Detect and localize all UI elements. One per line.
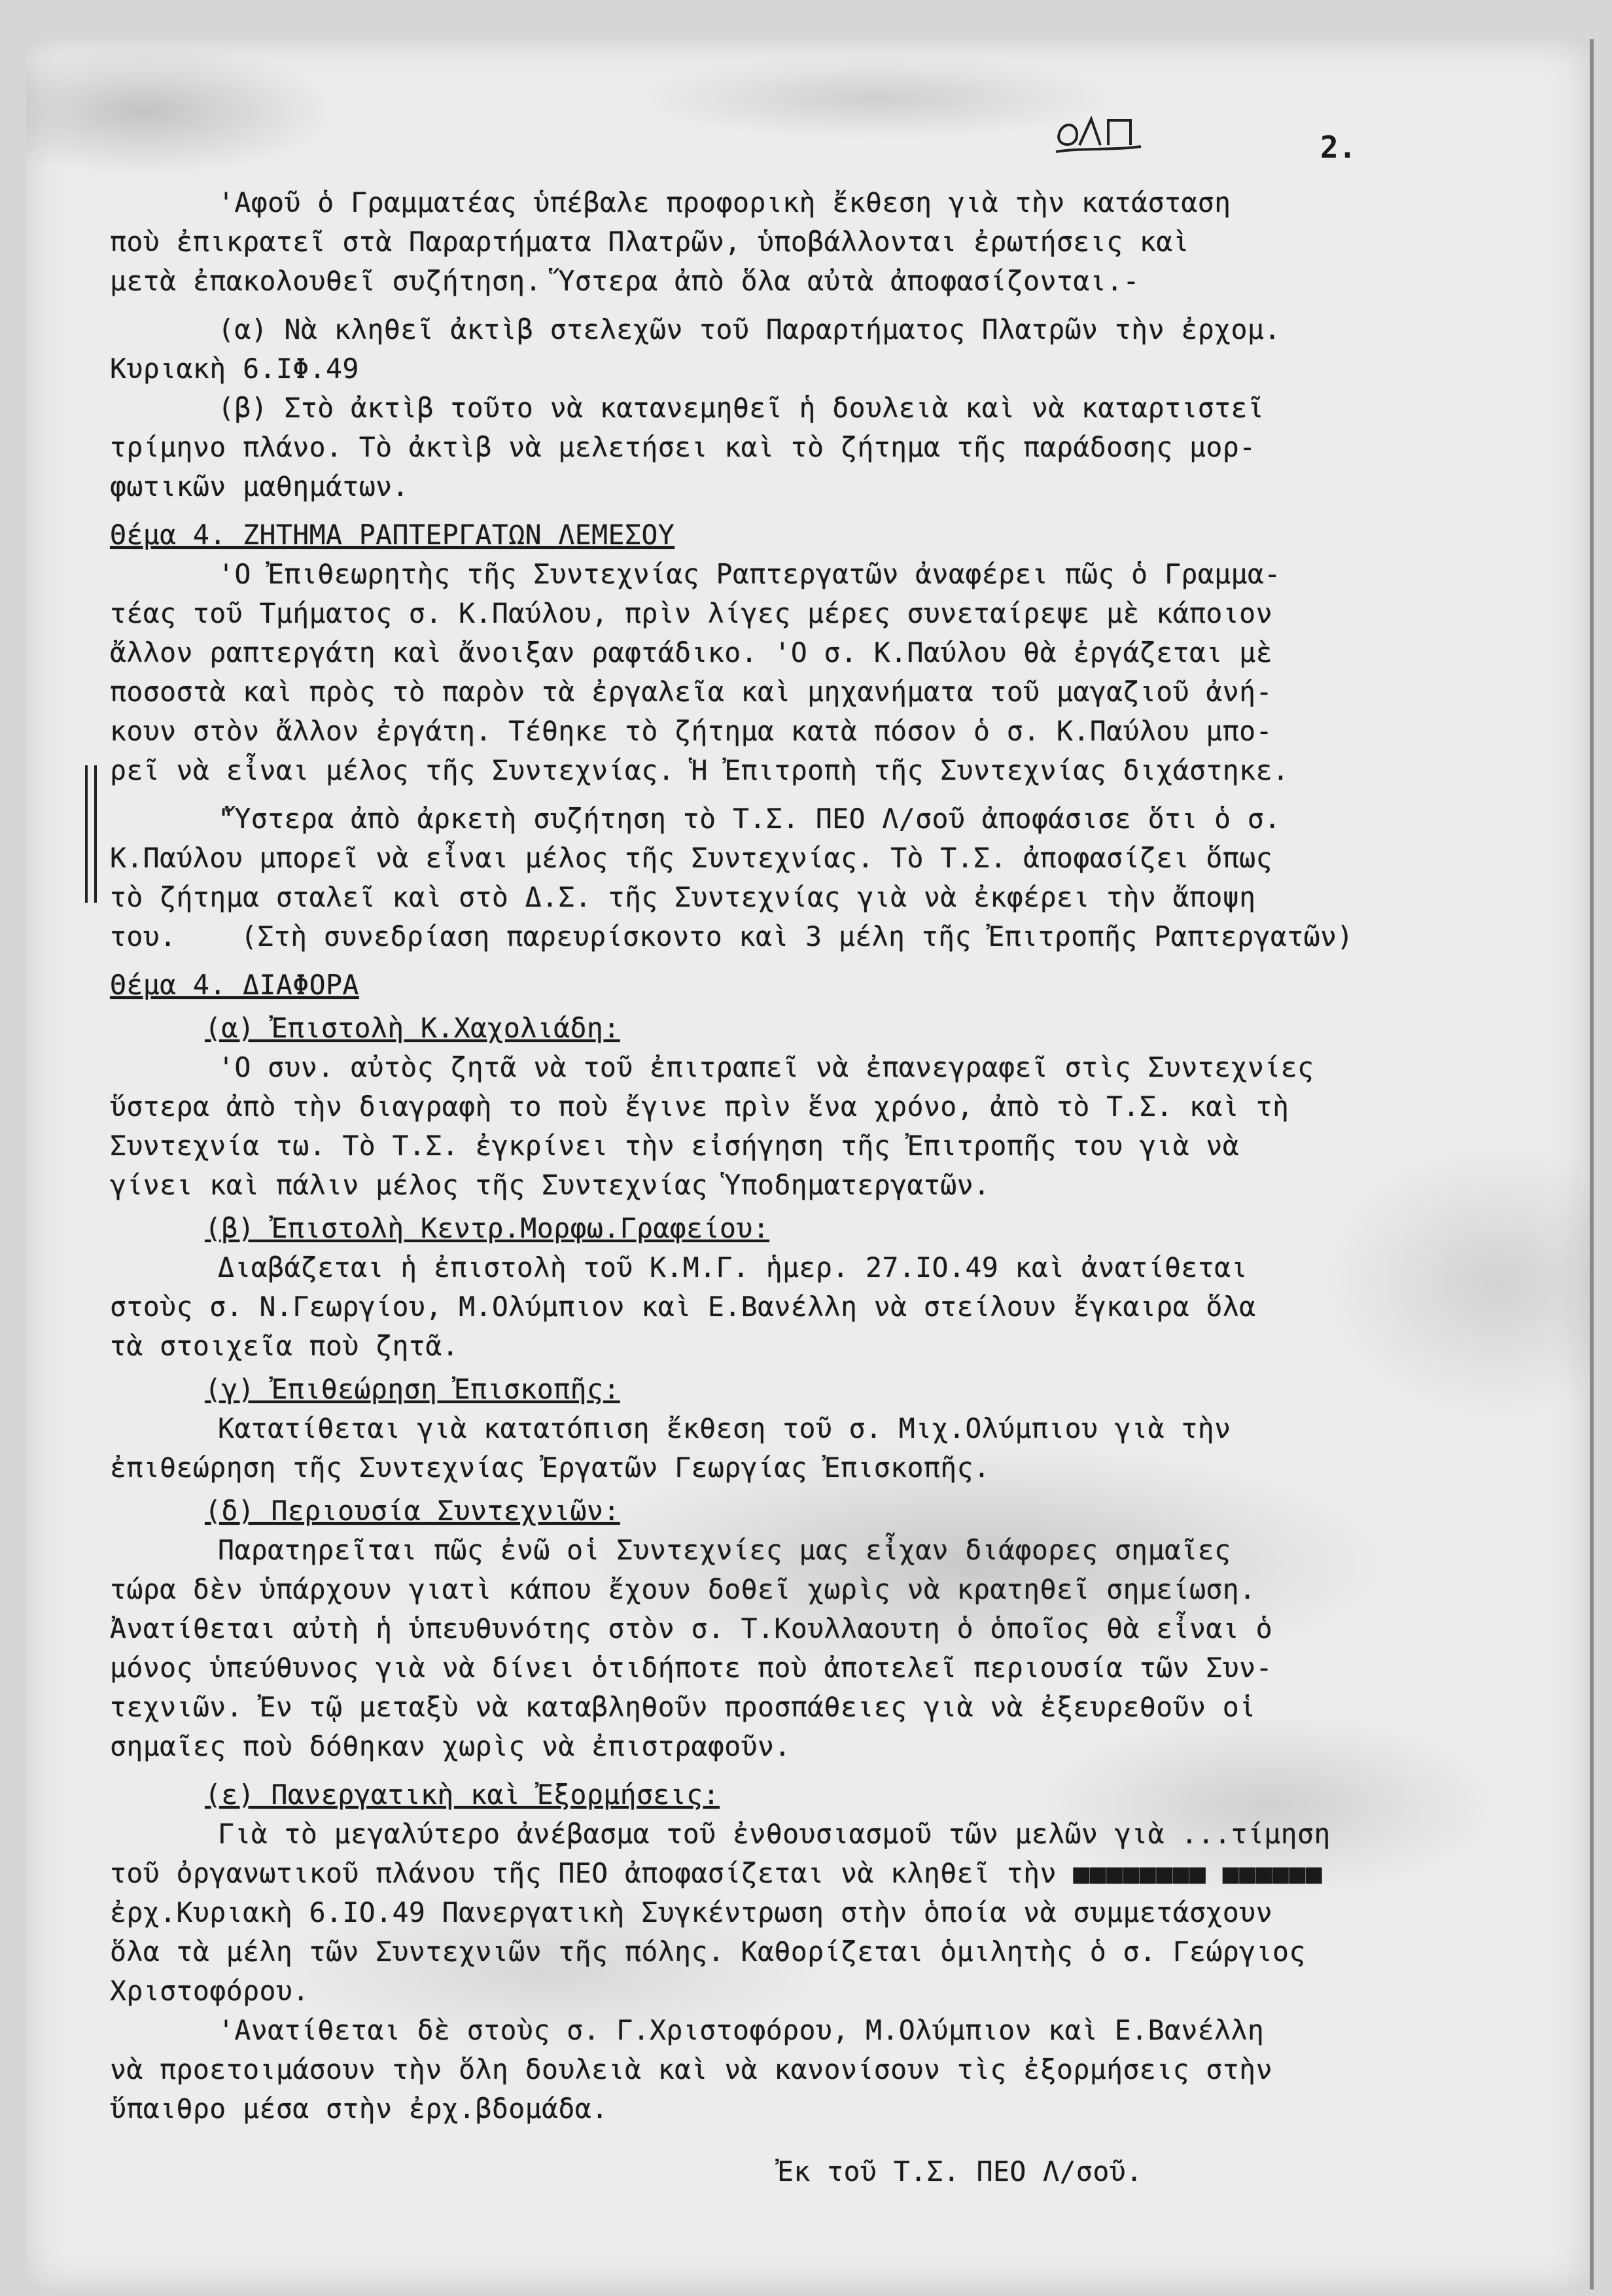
decision-b-continued: τρίμηνο πλάνο. Τὸ ἀκτὶβ νὰ μελετήσει καὶ τὸ ζήτημα τῆς παράδοσης μορ- φωτικῶν μαθημάτων. [110,431,1256,502]
signature: Ἐκ τοῦ Τ.Σ. ΠΕΟ Λ/σοῦ. [777,2155,1143,2187]
misc-a-title: (α) Ἐπιστολὴ Κ.Χαχολιάδη: [205,1012,620,1044]
intro-paragraph: 'Αφοῦ ὁ Γραμματέας ὑπέβαλε προφορικὴ ἔκθεση γιὰ τὴν κατάσταση ποὺ ἐπικρατεῖ στὰ Παραρτήματα Πλατρῶν, ὑποβάλλονται ἐρωτήσεις καὶ μετὰ ἐπακολουθεῖ συζήτηση. Ὕστερα ἀπὸ ὅλα αὐτὰ ἀποφασίζονται.- [110,186,1231,297]
misc-c-text: Κατατίθεται γιὰ κατατόπιση ἔκθεση τοῦ σ. Μιχ.Ολύμπιου γιὰ τὴν ἐπιθεώρηση τῆς Συντεχνίας Ἐργατῶν Γεωργίας Ἐπισκοπῆς. [110,1412,1231,1484]
decision-a-date: Κυριακὴ 6.ΙΦ.49 [110,353,359,385]
document-body [110,183,1575,2191]
handwritten-mark [1053,111,1145,157]
misc-c-title: (γ) Ἐπιθεώρηση Ἐπισκοπῆς: [205,1373,620,1405]
page-number: 2. [1320,130,1357,165]
topic4-paragraph-1: 'Ο Ἐπιθεωρητὴς τῆς Συντεχνίας Ραπτεργατῶν ἀναφέρει πῶς ὁ Γραμμα- τέας τοῦ Τμήματος σ. Κ.Παύλου, πρὶν λίγες μέρες συνεταίρεψε μὲ κάποιον ἄλλον ραπτεργάτη καὶ ἄνοιξαν ραφτάδικο. 'Ο σ. Κ.Παύλου θὰ ἐργάζεται μὲ ποσοστὰ καὶ πρὸς τὸ παρὸν τὰ ἐργαλεῖα καὶ μηχανήματα τοῦ μαγαζιοῦ ἀνή- κουν στὸν ἄλλον ἐργάτη. Τέθηκε τὸ ζήτημα κατὰ πόσον ὁ σ. Κ.Παύλου μπο- ρεῖ νὰ εἶναι μέλος τῆς Συντεχνίας. Ἡ Ἐπιτροπὴ τῆς Συντεχνίας διχάστηκε. [110,558,1289,786]
misc-e-text: Γιὰ τὸ μεγαλύτερο ἀνέβασμα τοῦ ἐνθουσιασμοῦ τῶν μελῶν γιὰ ...τίμηση τοῦ ὀργανωτικοῦ πλάνου τῆς ΠΕΟ ἀποφασίζεται νὰ κληθεῖ τὴν ■■■■■■■■ ■■■■■■ ἐρχ.Κυριακὴ 6.ΙΟ.49 Πανεργατικὴ Συγκέντρωση στὴν ὁποία νὰ συμμετάσχουν ὅλα τὰ μέλη τῶν Συντεχνιῶν τῆς πόλης. Καθορίζεται ὁμιλητὴς ὁ σ. Γεώργιος Χριστοφόρου. [110,1818,1331,2007]
misc-e-title: (ε) Πανεργατικὴ καὶ Ἐξορμήσεις: [205,1779,720,1811]
topic4-heading: Θέμα 4. ΖΗΤΗΜΑ ΡΑΠΤΕΡΓΑΤΩΝ ΛΕΜΕΣΟΥ [110,519,675,551]
misc-a-text: 'Ο συν. αὐτὸς ζητᾶ νὰ τοῦ ἐπιτραπεῖ νὰ ἐπανεγραφεῖ στὶς Συντεχνίες ὕστερα ἀπὸ τὴν διαγραφὴ το ποὺ ἔγινε πρὶν ἕνα χρόνο, ἀπὸ τὸ Τ.Σ. καὶ τὴ Συντεχνία τω. Τὸ Τ.Σ. ἐγκρίνει τὴν εἰσήγηση τῆς Ἐπιτροπῆς του γιὰ νὰ γίνει καὶ πάλιν μέλος τῆς Συντεχνίας Ὑποδηματεργατῶν. [110,1051,1314,1201]
topic4-note: (Στὴ συνεδρίαση παρευρίσκοντο καὶ 3 μέλη τῆς Ἐπιτροπῆς Ραπτεργατῶν) [241,920,1354,952]
misc-b-title: (β) Ἐπιστολὴ Κεντρ.Μορφω.Γραφείου: [205,1212,770,1244]
decision-b: (β) Στὸ ἀκτὶβ τοῦτο νὰ κατανεμηθεῖ ἡ δουλειὰ καὶ νὰ καταρτιστεῖ [218,392,1265,424]
topic4-paragraph-2: "Ὕστερα ἀπὸ ἀρκετὴ συζήτηση τὸ Τ.Σ. ΠΕΟ Λ/σοῦ ἀποφάσισε ὅτι ὁ σ. Κ.Παύλου μπορεῖ νὰ εἶναι μέλος τῆς Συντεχνίας. Τὸ Τ.Σ. ἀποφασίζει ὅπως τὸ ζήτημα σταλεῖ καὶ στὸ Δ.Σ. τῆς Συντεχνίας γιὰ νὰ ἐκφέρει τὴν ἄποψη του. [110,803,1281,952]
misc-b-text: Διαβάζεται ἡ ἐπιστολὴ τοῦ Κ.Μ.Γ. ἡμερ. 27.ΙΟ.49 καὶ ἀνατίθεται στοὺς σ. Ν.Γεωργίου, Μ.Ολύμπιον καὶ Ε.Βανέλλη νὰ στείλουν ἔγκαιρα ὅλα τὰ στοιχεῖα ποὺ ζητᾶ. [110,1251,1256,1362]
misc-heading: Θέμα 4. ΔΙΑΦΟΡΑ [110,969,359,1001]
misc-e-text-2: 'Ανατίθεται δὲ στοὺς σ. Γ.Χριστοφόρου, Μ.Ολύμπιον καὶ Ε.Βανέλλη νὰ προετοιμάσουν τὴν ὅλη δουλειὰ καὶ νὰ κανονίσουν τὶς ἐξορμήσεις στὴν ὕπαιθρο μέσα στὴν ἐρχ.βδομάδα. [110,2014,1272,2125]
misc-d-text: Παρατηρεῖται πῶς ἐνῶ οἱ Συντεχνίες μας εἶχαν διάφορες σημαῖες τώρα δὲν ὑπάρχουν γιατὶ κάπου ἔχουν δοθεῖ χωρὶς νὰ κρατηθεῖ σημείωση. Ἀνατίθεται αὐτὴ ἡ ὑπευθυνότης στὸν σ. Τ.Κουλλαουτη ὁ ὁποῖος θὰ εἶναι ὁ μόνος ὑπεύθυνος γιὰ νὰ δίνει ὁτιδήποτε ποὺ ἀποτελεῖ περιουσία τῶν Συν- τεχνιῶν. Ἐν τῷ μεταξὺ νὰ καταβληθοῦν προσπάθειες γιὰ νὰ ἐξευρεθοῦν οἱ σημαῖες ποὺ δόθηκαν χωρὶς νὰ ἐπιστραφοῦν. [110,1534,1272,1762]
misc-d-title: (δ) Περιουσία Συντεχνιῶν: [205,1495,620,1527]
margin-marker [84,765,103,903]
decision-a: (α) Νὰ κληθεῖ ἀκτὶβ στελεχῶν τοῦ Παραρτήματος Πλατρῶν τὴν ἐρχομ. [218,313,1281,345]
